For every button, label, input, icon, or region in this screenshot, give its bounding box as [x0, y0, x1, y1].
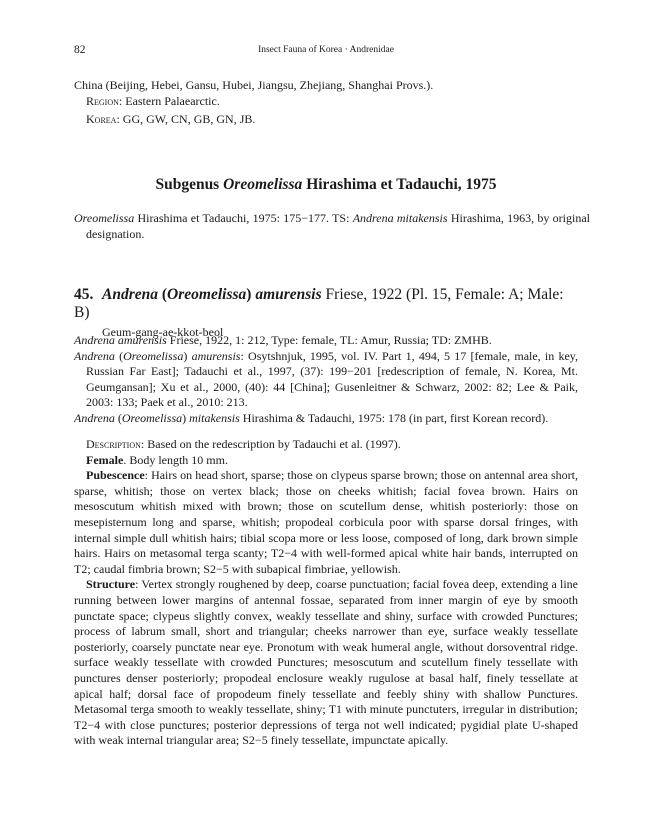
description-block: [74, 437, 578, 749]
synonymy-entry: Andrena amurensis Friese, 1922, 1: 212, Type: female, TL: Amur, Russia; TD: ZMHB.: [74, 333, 492, 347]
structure-paragraph: Structure: Vertex strongly roughened by deep, coarse punctuation; facial fovea deep, extending a line running between lower margins of antennal fossae, separated from inner margin of eye by smooth punctate space; clypeus slightly convex, weakly tessellate and shiny, surface with crowded Punctures; process of labrum small, short and triangular; cheeks narrower than eye, surface weakly tessellate posteriorly, coarsely punctate near eye. Pronotum with weak humeral angle, without dorsoventral ridge. surface weakly tessellate with crowded Punctures; mesoscutum and scutellum finely tessellate with punctures denser posteriorly; propodeal enclosure weakly rugulose at basal half, finely tessellate at apical half; dorsal face of propodeum finely tessellate and feebly shiny with shallow Punctures. Metasomal terga smooth to weakly tessellate, shiny; T1 with minute punctuters, irregular in distribution; T2−4 with close punctures; posterior depressions of terga not well indicated; pygidial plate U-shaped with weak internal triangular area; S2−5 finely tessellate, impunctate apically.: [74, 577, 578, 748]
subgenus-name: Oreomelissa: [223, 176, 303, 193]
distribution-block: [74, 78, 578, 128]
page-number: 82: [74, 44, 86, 56]
species-number: 45.: [74, 286, 94, 303]
korea-line: Korea: GG, GW, CN, GB, GN, JB.: [86, 112, 256, 127]
female-line: Female. Body length 10 mm.: [86, 452, 228, 467]
subgenus-reference: Oreomelissa Hirashima et Tadauchi, 1975: 175−177. TS: Andrena mitakensis Hirashima, 1963, by original designation.: [74, 211, 591, 241]
region-line: Region: Eastern Palaearctic.: [86, 93, 220, 108]
synonymy-list: [74, 333, 578, 427]
description-intro: Description: Based on the redescription by Tadauchi et al. (1997).: [86, 437, 401, 451]
region-label: Region: [86, 93, 119, 108]
korea-label: Korea: [86, 112, 117, 127]
species-heading: 45. Andrena (Oreomelissa) amurensis Friese, 1922 (Pl. 15, Female: A; Male: B) Geum-gang-ae-kkot-beol: [74, 286, 578, 340]
distribution-line: China (Beijing, Hebei, Gansu, Hubei, Jiangsu, Zhejiang, Shanghai Provs.).: [74, 78, 434, 92]
korea-value: GG, GW, CN, GB, GN, JB.: [122, 112, 256, 127]
subgenus-heading: Subgenus Oreomelissa Hirashima et Tadauchi, 1975: [155, 176, 497, 193]
common-name: Geum-gang-ae-kkot-beol: [102, 325, 224, 339]
pubescence-paragraph: Pubescence: Hairs on head short, sparse; those on clypeus sparse brown; those on antennal area short, sparse, whitish; those on vertex black; those on cheeks whitish; facial fovea brown. Hairs on mesoscutum whitish mixed with brown; those on scutellum dense, whitish posteriorly: those on mesepisternum long and sparse, whitish; propodeal corbicula poor with sparse dorsal fringes, with internal simple dull whitish hairs; tibial scopa more or less loose, composed of long, dark brown simple hairs. Hairs on metasomal terga scanty; T2−4 with well-formed apical white hair bands, interrupted on T2; caudal fimbria brown; S2−5 with subapical fimbriae, yellowish.: [74, 468, 578, 576]
region-value: Eastern Palaearctic.: [125, 93, 220, 108]
running-title: Insect Fauna of Korea · Andrenidae: [258, 45, 394, 55]
synonymy-entry: Andrena (Oreomelissa) mitakensis Hirashima & Tadauchi, 1975: 178 (in part, first Korean record).: [74, 410, 549, 425]
synonymy-entry: Andrena (Oreomelissa) amurensis: Osytshnjuk, 1995, vol. IV. Part 1, 494, 5 17 [female, male, in key, Russian Far East]; Tadauchi et al., 1997, (37): 199−201 [redescription of female, N. Korea, Mt. Geumgansan]; Xu et al., 2000, (40): 44 [China]; Gusenleitner & Schwarz, 2002: 82; Lee & Paik, 2003: 133; Paek et al., 2010: 213.: [74, 348, 579, 410]
